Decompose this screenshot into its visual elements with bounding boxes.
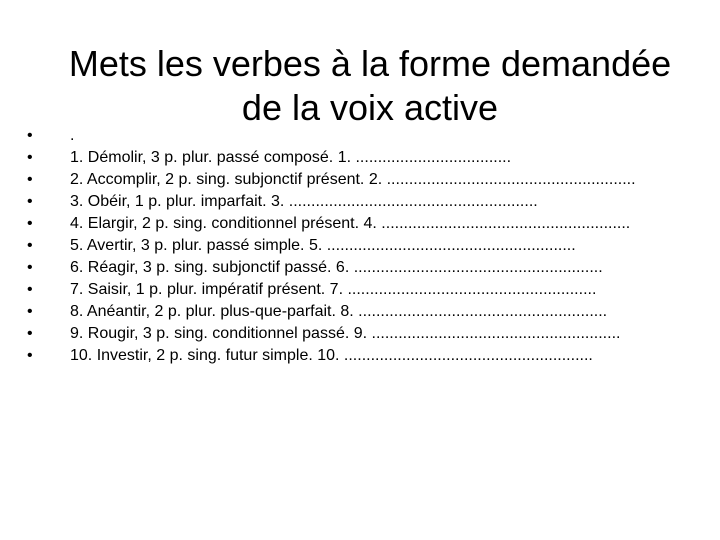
bullet-icon: • <box>27 303 33 320</box>
list-item <box>24 324 700 344</box>
list-item-text: 6. Réagir, 3 p. sing. subjonctif passé. 6. ........................................................ <box>70 259 603 276</box>
bullet-icon: • <box>27 347 33 364</box>
bullet-icon: • <box>27 215 33 232</box>
title-line-1: Mets les verbes à la forme demandée <box>68 43 672 85</box>
list-item-text: 1. Démolir, 3 p. plur. passé composé. 1. ................................... <box>70 149 512 166</box>
list-item <box>24 236 700 256</box>
bullet-icon: • <box>27 193 33 210</box>
list-item-text: 5. Avertir, 3 p. plur. passé simple. 5. ........................................................ <box>70 237 576 254</box>
list-item-text: . <box>70 127 75 144</box>
slide-title <box>40 42 700 130</box>
bullet-icon: • <box>27 281 33 298</box>
list-item <box>24 258 700 278</box>
list-item-text: 7. Saisir, 1 p. plur. impératif présent. 7. ........................................................ <box>70 281 597 298</box>
bullet-icon: • <box>27 237 33 254</box>
list-item-text: 4. Elargir, 2 p. sing. conditionnel présent. 4. ........................................................ <box>70 215 631 232</box>
bullet-icon: • <box>27 149 33 166</box>
list-item <box>24 214 700 234</box>
exercise-list <box>24 126 700 368</box>
bullet-icon: • <box>27 325 33 342</box>
list-item <box>24 302 700 322</box>
bullet-icon: • <box>27 171 33 188</box>
list-item <box>24 192 700 212</box>
list-item <box>24 148 700 168</box>
list-item <box>24 346 700 366</box>
list-item-text: 3. Obéir, 1 p. plur. imparfait. 3. ........................................................ <box>70 193 538 210</box>
list-item-text: 9. Rougir, 3 p. sing. conditionnel passé. 9. ........................................................ <box>70 325 621 342</box>
list-item <box>24 126 700 146</box>
list-item-text: 10. Investir, 2 p. sing. futur simple. 10. ........................................................ <box>70 347 593 364</box>
list-item <box>24 280 700 300</box>
list-item <box>24 170 700 190</box>
bullet-icon: • <box>27 259 33 276</box>
list-item-text: 2. Accomplir, 2 p. sing. subjonctif présent. 2. ........................................................ <box>70 171 636 188</box>
list-item-text: 8. Anéantir, 2 p. plur. plus-que-parfait. 8. ........................................................ <box>70 303 608 320</box>
bullet-icon: • <box>27 127 33 144</box>
title-line-2: de la voix active <box>241 87 499 129</box>
